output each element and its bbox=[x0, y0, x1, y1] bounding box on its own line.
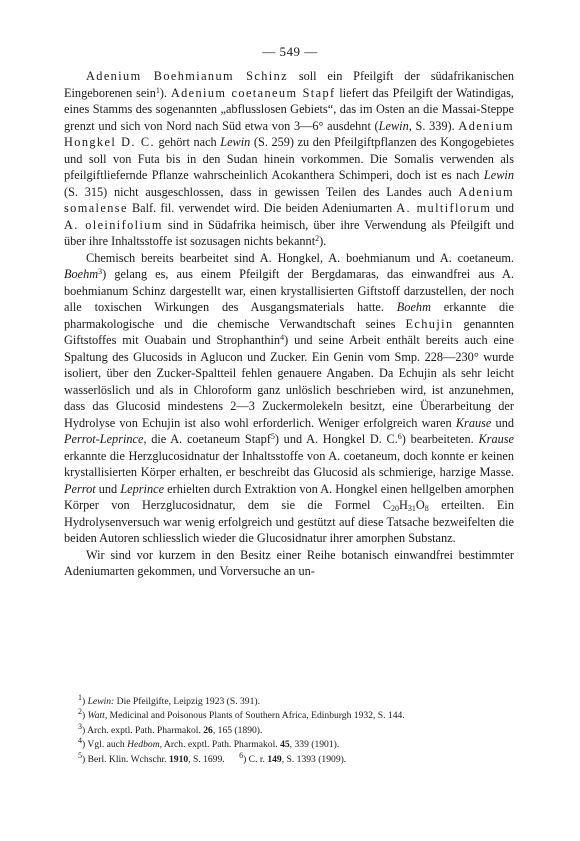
text-run: ). bbox=[159, 85, 171, 100]
compound-name: Echujin bbox=[405, 316, 454, 331]
text-run: erkannte die pharmakologische und die chemische Verwandtschaft seines bbox=[64, 300, 514, 331]
text-run: ) und seine Arbeit enthält bereits auch eine Spaltung des Glucosids in Aglucon und Zucker. Ein Genin vom Smp. 228—230° wurde isoliert, über den Zucker-Spaltteil fehlen genauere Angaben. Da Echujin als sehr leicht wasserlöslich und als in Chloroform ganz unlöslich beschrieben wird, ist anzunehmen, dass das Glucosid mindestens 2—3 Zuckermolekeln besitzt, eine Überarbeitung der Hydrolyse von Echujin ist also wohl erforderlich. Weniger erfolgreich waren bbox=[64, 333, 515, 430]
text-run: sind in Südafrika heimisch, über ihre Verwendung als Pfeilgift und über ihre Inhaltsstoffe ist sozusagen nichts bekannt bbox=[64, 217, 514, 248]
footnote-author: Hedbom, bbox=[127, 739, 163, 751]
text-run: ) gelang es, aus einem Pfeilgift der Bergdamaras, das einwandfrei aus A. boehmianum Schinz dargestellt war, einen krystallisierten Giftstoff darzustellen, der noch alle toxischen Wirkungen des Ausgangsmaterials hatte. bbox=[64, 267, 514, 314]
author-name: Krause bbox=[478, 432, 514, 446]
species-name: Adenium Hongkel D. C. bbox=[64, 118, 514, 149]
text-run: Chemisch bereits bearbeitet sind A. Hongkel, A. boehmianum und A. coetaneum. bbox=[86, 250, 514, 265]
text-run: (S. 259) zu den Pfeilgiftpflanzen des Kongogebietes und soll von Futa bis in den Sudan hinein vorkommen. Die Somalis verwenden als pfeilgiftliefernde Pflanze wahrscheinlich Acokanthera Schimperi, doch ist es nach bbox=[64, 135, 514, 182]
text-run: , die A. coetaneum Stapf bbox=[143, 432, 271, 446]
species-name: A. multiflorum bbox=[396, 201, 492, 215]
footnote-ref: 3 bbox=[98, 267, 103, 276]
volume-number: 26 bbox=[203, 724, 213, 736]
author-name: Lewin bbox=[220, 135, 251, 149]
author-name: Perrot-Leprince bbox=[64, 432, 144, 446]
text-run: , S. 339). bbox=[408, 118, 459, 133]
footnote-ref: 1 bbox=[155, 85, 160, 95]
text-run: ) und A. Hongkel D. C. bbox=[274, 432, 398, 446]
text-run: und bbox=[491, 201, 514, 215]
volume-number: 149 bbox=[267, 753, 282, 765]
text-run: (S. 315) nicht ausgeschlossen, dass in gewissen Teilen des Landes auch bbox=[64, 184, 459, 199]
text-run: liefert das Pfeilgift der Watindigas, eines Stamms des sogenannten „abflusslosen Gebiets“, das im Osten an die Massai-Steppe grenzt und sich von Nord nach Süd etwa von 3—6° ausdehnt ( bbox=[64, 85, 514, 133]
chemical-formula: $C_{20}H_{31}O_8$ bbox=[382, 498, 429, 513]
species-name: Adenium coetaneum Stapf bbox=[170, 85, 336, 100]
footnote-ref: 4 bbox=[280, 333, 285, 342]
text-run: gehört nach bbox=[154, 135, 221, 149]
text-run: ) bearbeiteten. bbox=[401, 432, 479, 446]
species-name: Adenium somalense bbox=[64, 184, 514, 215]
footnote-2: $^2$) Watt, Medicinal and Poisonous Plants of Southern Africa, Edinburgh 1932, S. 144. bbox=[78, 707, 405, 722]
author-name: Perrot bbox=[64, 481, 96, 496]
author-name: Leprince bbox=[120, 481, 165, 496]
footnote-ref: 5 bbox=[270, 432, 275, 441]
footnote-5-6: $^5$) Berl. Klin. Wchschr. 1910, S. 1699. $^6$) C. r. 149, S. 1393 (1909). bbox=[78, 750, 347, 765]
author-name: Boehm bbox=[396, 300, 431, 314]
species-name: A. oleinifolium bbox=[64, 217, 163, 232]
footnote-1: $^1$) Lewin: Die Pfeilgifte, Leipzig 1923 (S. 391). bbox=[78, 693, 260, 707]
text-run: und bbox=[95, 481, 121, 496]
text-run: erteilten. Ein Hydrolysenversuch war wenig erfolgreich und gestützt auf diese Tatsache bezweifelten die beiden Autoren schliesslich wieder die Glucosidnatur ihrer amorphen Substanz. bbox=[64, 498, 514, 545]
text-run: Wir sind vor kurzem in den Besitz einer Reihe botanisch einwandfrei bestimmter Adeniumarten gekommen, und Vorversuche an un- bbox=[64, 547, 514, 578]
footnotes bbox=[64, 695, 514, 767]
footnote-author: Lewin: bbox=[87, 696, 115, 707]
footnote-3: $^3$) Arch. exptl. Path. Pharmakol. 26, 165 (1890). bbox=[78, 721, 263, 736]
text-run: erkannte die Herzglucosidnatur der Inhaltsstoffe von A. coetaneum, doch konnte er keinen krystallisierten Körper erhalten, er beschreibt das Glucosid als schmierige, harzige Masse. bbox=[64, 448, 514, 479]
volume-number: 45 bbox=[280, 739, 290, 751]
paragraph-1 bbox=[64, 68, 514, 250]
volume-number: 1910 bbox=[168, 753, 189, 765]
footnote-4: $^4$) Vgl. auch Hedbom, Arch. exptl. Path. Pharmakol. 45, 339 (1901). bbox=[78, 736, 340, 751]
page-number: — 549 — bbox=[262, 44, 318, 59]
author-name: Boehm bbox=[64, 267, 99, 281]
body-text bbox=[64, 68, 514, 580]
text-run: Balf. fil. verwendet wird. Die beiden Adeniumarten bbox=[127, 201, 397, 215]
author-name: Lewin bbox=[483, 168, 514, 182]
text-run: und bbox=[491, 415, 514, 430]
author-name: Lewin bbox=[378, 118, 409, 133]
footnote-ref: 2 bbox=[315, 234, 320, 243]
paragraph-2 bbox=[64, 250, 514, 547]
text-run: ). bbox=[319, 234, 327, 248]
footnote-ref: 6 bbox=[397, 432, 402, 441]
paragraph-3 bbox=[64, 547, 514, 580]
footnote-author: Watt, bbox=[87, 710, 108, 722]
species-name: Adenium Boehmianum Schinz bbox=[86, 69, 289, 83]
text-run: genannten Giftstoffes mit Ouabain und Strophanthin bbox=[64, 316, 515, 347]
text-run: erhielten durch Extraktion von A. Hongkel einen hellgelben amorphen Körper von Herzglucosidnatur, dem sie die Formel bbox=[64, 481, 514, 512]
text-run: soll ein Pfeilgift der südafrikanischen Eingeborenen sein bbox=[64, 69, 515, 100]
author-name: Krause bbox=[455, 415, 492, 430]
